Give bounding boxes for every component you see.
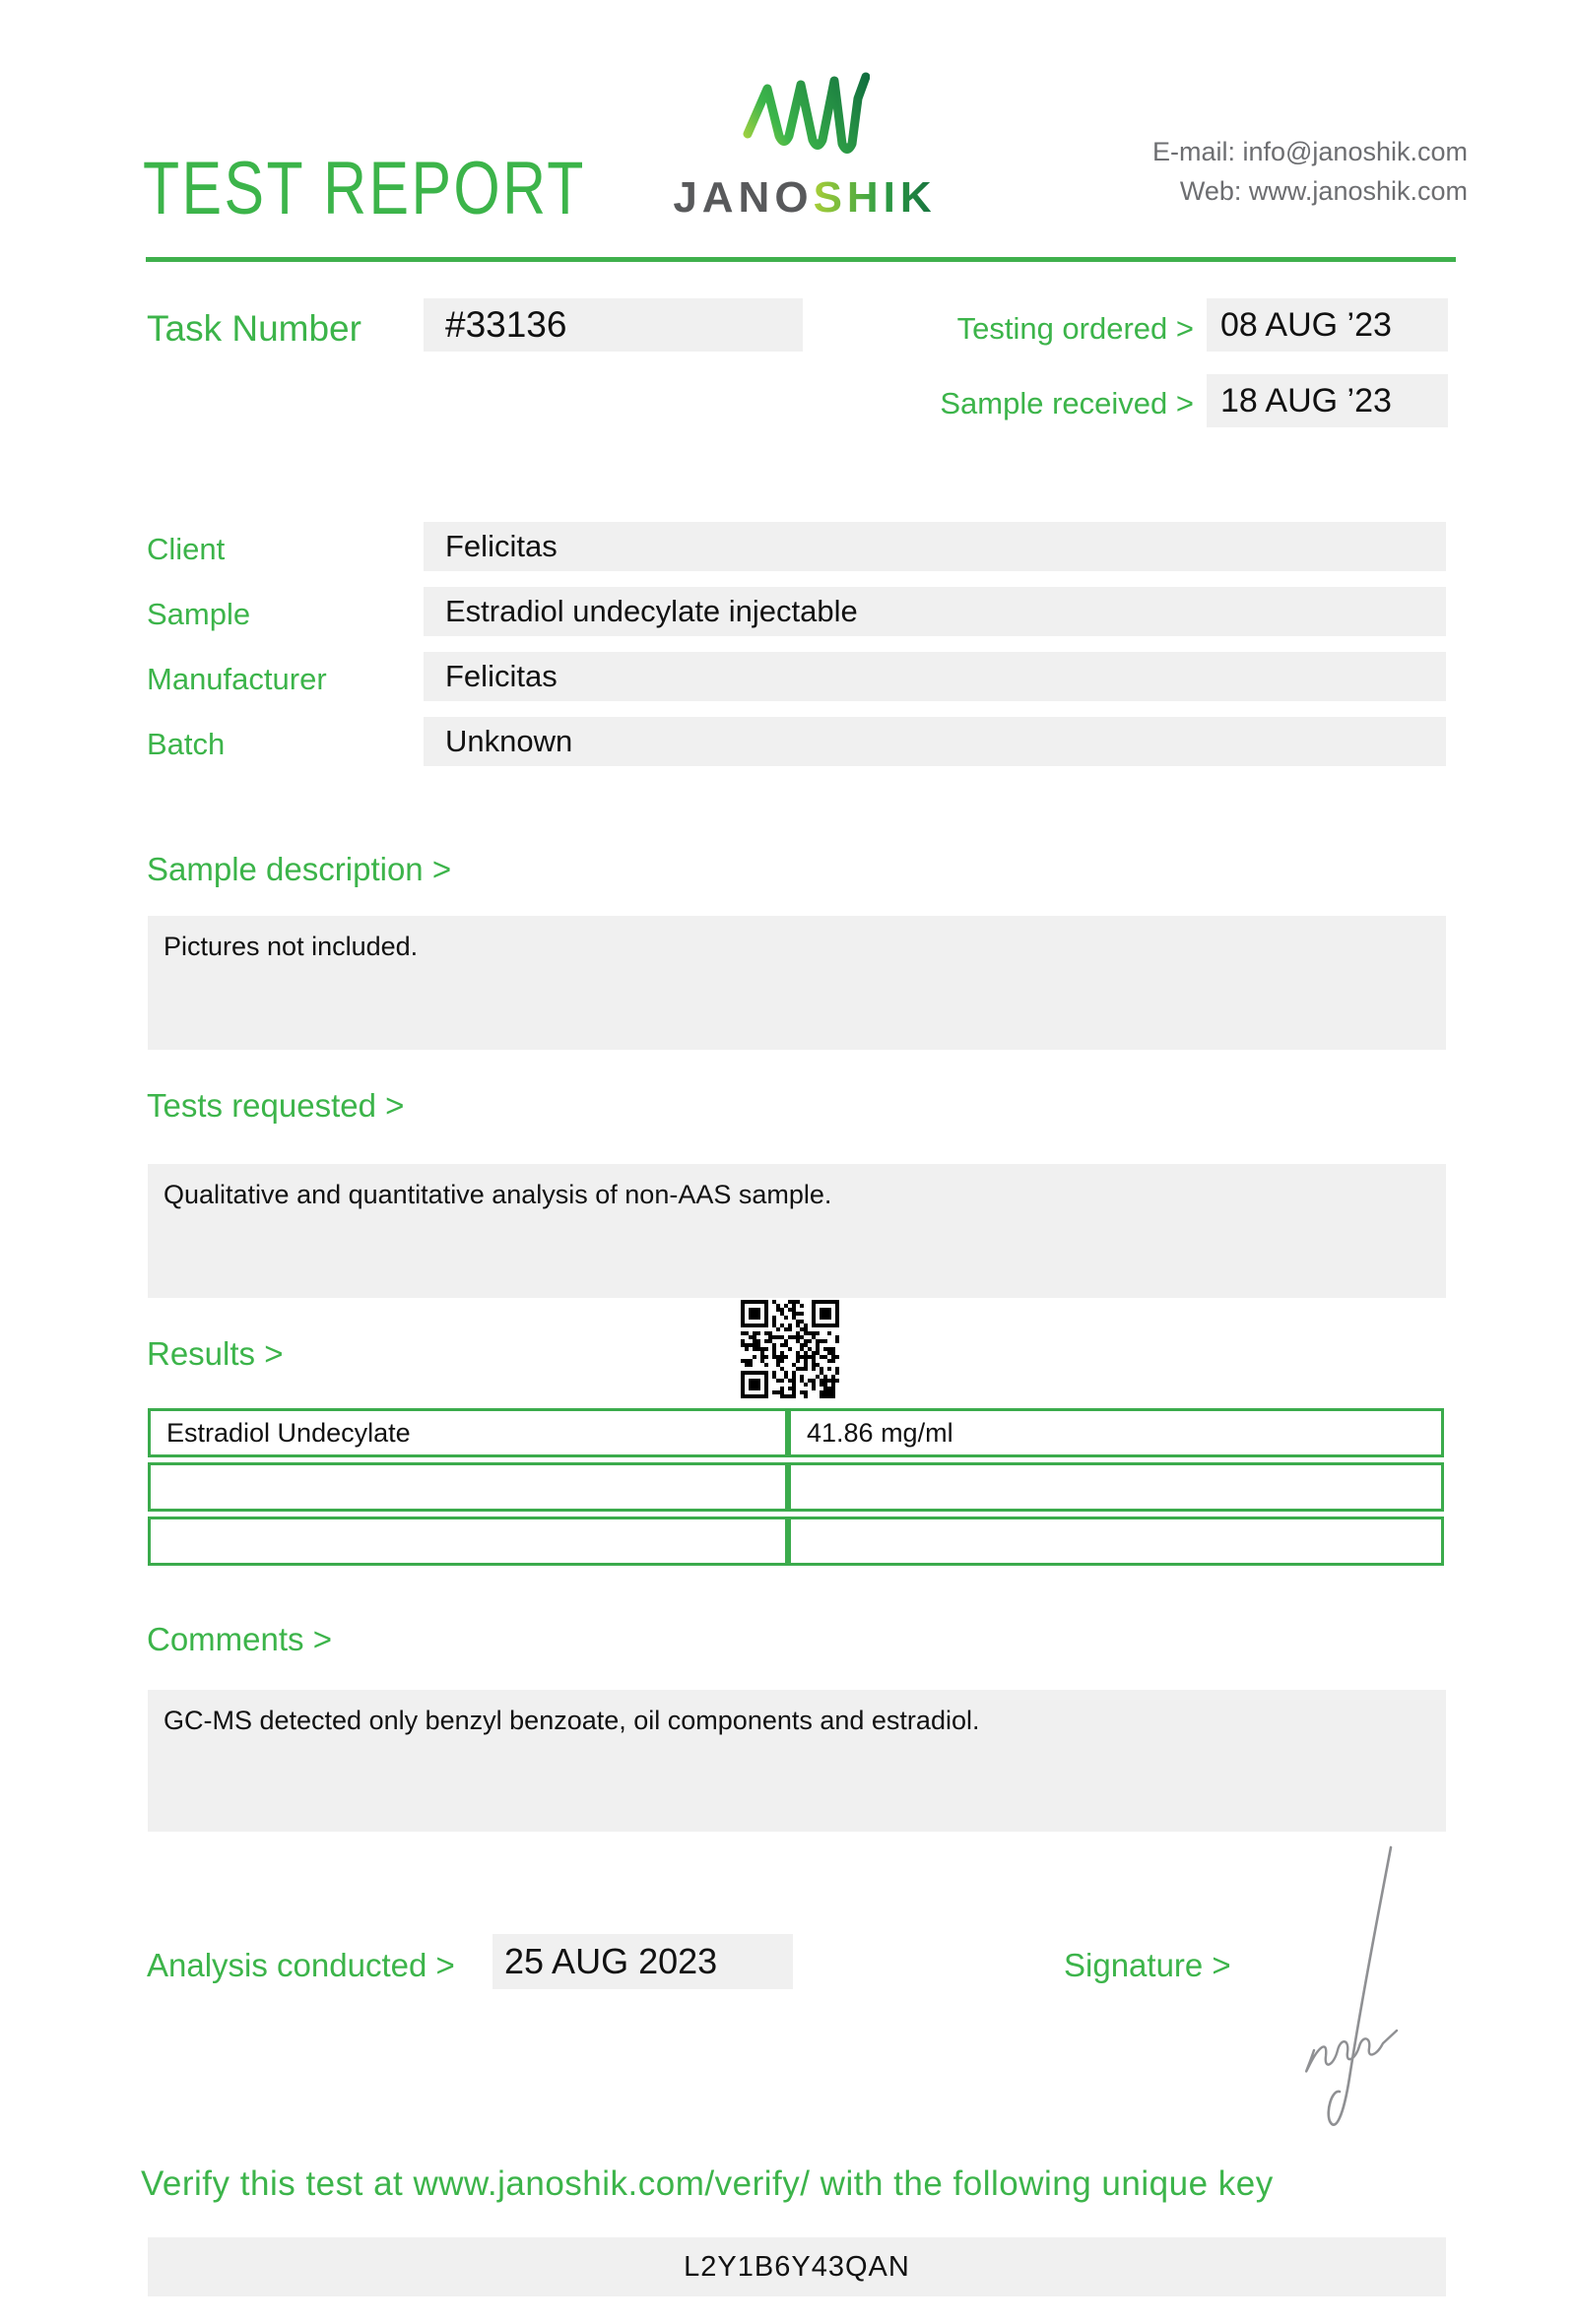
email-line: E-mail: info@janoshik.com — [1151, 137, 1468, 166]
manufacturer-label: Manufacturer — [147, 662, 327, 696]
result-value-cell — [788, 1462, 1444, 1512]
task-number-box — [424, 298, 803, 352]
client-value: Felicitas — [445, 529, 558, 563]
client-value-box — [424, 522, 1446, 571]
manufacturer-value-box — [424, 652, 1446, 701]
sample-received-value: 18 AUG ’23 — [1220, 382, 1392, 420]
result-name-cell — [148, 1408, 788, 1457]
logo-text-shik: SHIK — [813, 173, 937, 222]
results-heading: Results > — [147, 1335, 284, 1372]
task-number-value: #33136 — [445, 304, 567, 345]
testing-ordered-label: Testing ordered > — [956, 311, 1194, 346]
result-value-cell — [788, 1408, 1444, 1457]
result-name-cell — [148, 1517, 788, 1566]
header-divider — [146, 257, 1456, 262]
sample-value-box — [424, 587, 1446, 636]
testing-ordered-value: 08 AUG ’23 — [1220, 306, 1392, 344]
result-name: Estradiol Undecylate — [166, 1418, 411, 1448]
comments-text: GC-MS detected only benzyl benzoate, oil components and estradiol. — [164, 1706, 980, 1735]
batch-label: Batch — [147, 727, 226, 761]
analysis-date-value: 25 AUG 2023 — [504, 1941, 718, 1981]
tests-requested-text: Qualitative and quantitative analysis of non-AAS sample. — [164, 1180, 832, 1209]
unique-key-value: L2Y1B6Y43QAN — [684, 2251, 910, 2283]
analysis-date-box — [492, 1934, 793, 1989]
signature-label: Signature > — [1064, 1947, 1231, 1983]
verify-text: Verify this test at www.janoshik.com/verify/ with the following unique key — [141, 2164, 1274, 2203]
logo-text-jano: JANO — [673, 173, 814, 222]
results-table — [148, 1408, 1444, 1571]
batch-value-box — [424, 717, 1446, 766]
comments-box — [148, 1690, 1446, 1832]
table-row — [148, 1462, 1444, 1512]
logo-wordmark — [662, 173, 948, 223]
unique-key-box — [148, 2237, 1446, 2296]
contact-block — [1152, 132, 1468, 211]
sample-value: Estradiol undecylate injectable — [445, 594, 858, 628]
task-number-label: Task Number — [147, 308, 361, 349]
sample-label: Sample — [147, 597, 251, 631]
sample-description-box — [148, 916, 1446, 1050]
web-line: Web: www.janoshik.com — [1179, 176, 1468, 206]
testing-ordered-box — [1207, 298, 1448, 352]
result-value: 41.86 mg/ml — [807, 1418, 953, 1448]
analysis-conducted-label: Analysis conducted > — [147, 1947, 455, 1983]
manufacturer-value: Felicitas — [445, 659, 558, 693]
batch-value: Unknown — [445, 724, 573, 758]
tests-requested-heading: Tests requested > — [147, 1087, 405, 1124]
table-row — [148, 1517, 1444, 1566]
result-value-cell — [788, 1517, 1444, 1566]
tests-requested-box — [148, 1164, 1446, 1298]
page-title: TEST REPORT — [143, 147, 586, 230]
sample-received-label: Sample received > — [940, 386, 1194, 420]
client-label: Client — [147, 532, 226, 566]
result-name-cell — [148, 1462, 788, 1512]
sample-description-text: Pictures not included. — [164, 932, 419, 961]
sample-received-box — [1207, 374, 1448, 427]
signature-image — [1280, 1841, 1418, 2137]
chart-growth-icon — [740, 71, 870, 167]
table-row — [148, 1408, 1444, 1457]
comments-heading: Comments > — [147, 1621, 332, 1657]
qr-code — [741, 1300, 839, 1398]
sample-description-heading: Sample description > — [147, 851, 452, 887]
janoshik-logo — [662, 71, 948, 223]
